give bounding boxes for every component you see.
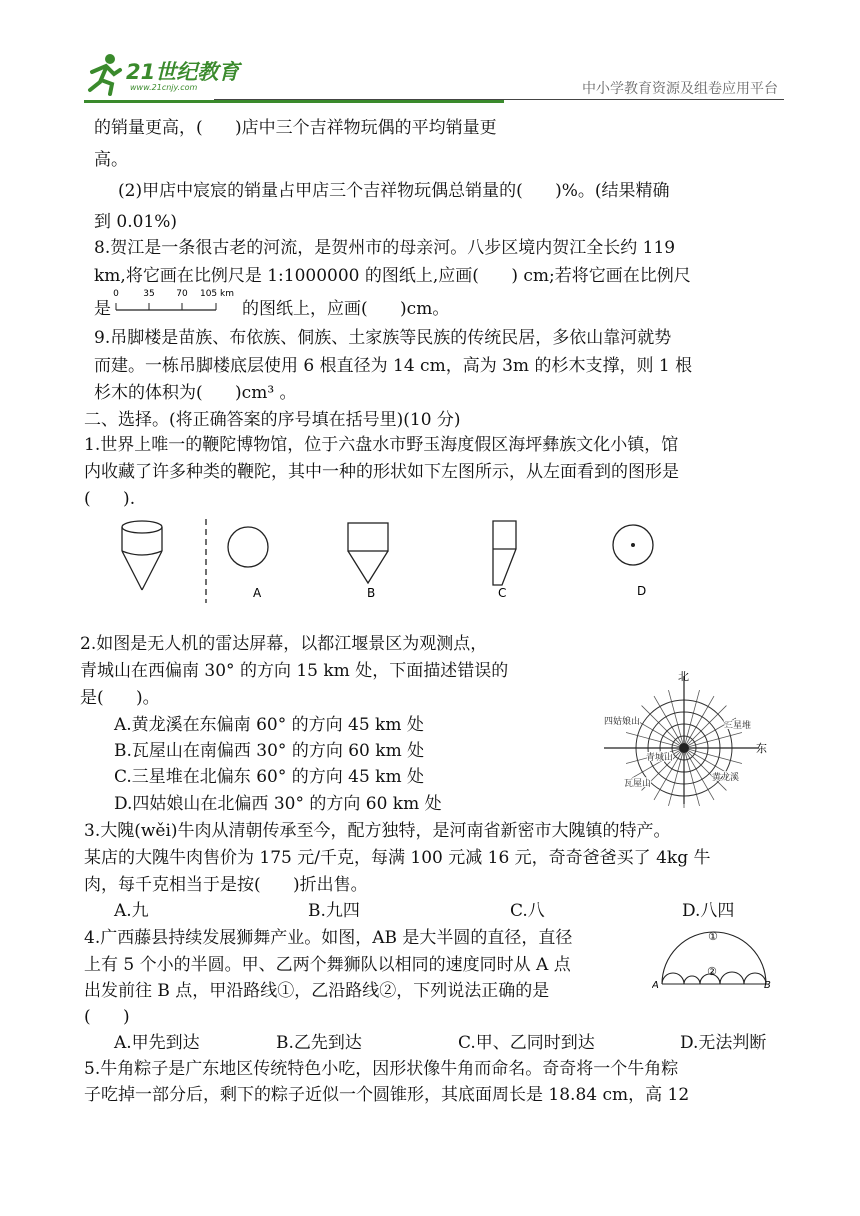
logo-text: 21世纪教育	[126, 60, 240, 84]
option-b: B.九四	[308, 901, 360, 921]
option-a: A.黄龙溪在东偏南 60° 的方向 45 km 处	[114, 715, 424, 735]
radar-label: 瓦屋山	[624, 779, 652, 789]
option-d: D.四姑娘山在北偏西 30° 的方向 60 km 处	[114, 794, 442, 814]
option-label: D	[637, 584, 647, 598]
text-line: 杉木的体积为( )cm³ 。	[94, 383, 297, 403]
radar-label: 青城山	[646, 753, 674, 763]
option-c: C.三星堆在北偏东 60° 的方向 45 km 处	[114, 767, 425, 787]
option-b: B.乙先到达	[276, 1033, 362, 1053]
question-9: 9.吊脚楼是苗族、布依族、侗族、土家族等民族的传统民居，多依山靠河就势	[94, 328, 672, 348]
option-c: C.甲、乙同时到达	[458, 1033, 595, 1053]
top-shape	[122, 521, 162, 590]
north-label: 北	[678, 670, 689, 683]
section-heading: 二、选择。(将正确答案的序号填在括号里)(10 分)	[84, 410, 461, 430]
point-b-label: B	[764, 980, 771, 991]
option-label: A	[253, 586, 262, 600]
semicircle-figure	[652, 926, 772, 996]
text-line: 内收藏了许多种类的鞭陀，其中一种的形状如下左图所示，从左面看到的图形是	[84, 462, 679, 482]
text-line: 而建。一栋吊脚楼底层使用 6 根直径为 14 cm，高为 3m 的杉木支撑，则 1 根	[94, 356, 693, 376]
question-4: 4.广西藤县持续发展狮舞产业。如图，AB 是大半圆的直径，直径	[84, 928, 573, 948]
page-header	[84, 52, 784, 102]
q1-figure	[110, 515, 690, 605]
option-d: D.八四	[682, 901, 735, 921]
question-3: 3.大隗(wěi)牛肉从清朝传承至今，配方独特，是河南省新密市大隗镇的特产。	[84, 821, 671, 841]
radar-label: 三星堆	[724, 721, 752, 731]
text-line: 的销量更高，( )店中三个吉祥物玩偶的平均销量更	[94, 118, 497, 138]
platform-title: 中小学教育资源及组卷应用平台	[582, 81, 778, 97]
text-line: 到 0.01%)	[94, 212, 178, 232]
option-d: D.无法判断	[680, 1033, 767, 1053]
option-a: A.甲先到达	[114, 1033, 200, 1053]
text-line: 高。	[94, 150, 128, 170]
logo-runner-icon	[84, 52, 124, 98]
logo-url: www.21cnjy.com	[130, 83, 198, 92]
scale-label: 105 km	[199, 289, 235, 299]
text-line: (2)甲店中宸宸的销量占甲店三个吉祥物玩偶总销量的( )%。(结果精确	[118, 181, 670, 201]
scale-bar	[112, 286, 242, 320]
text-line: 出发前往 B 点，甲沿路线①，乙沿路线②，下列说法正确的是	[84, 981, 550, 1001]
scale-label: 35	[143, 289, 155, 299]
option-b: B.瓦屋山在南偏西 30° 的方向 60 km 处	[114, 741, 425, 761]
text-line: ( )	[84, 1007, 130, 1027]
text-line: 子吃掉一部分后，剩下的粽子近似一个圆锥形，其底面周长是 18.84 cm，高 12	[84, 1085, 690, 1105]
question-1: 1.世界上唯一的鞭陀博物馆，位于六盘水市野玉海度假区海坪彝族文化小镇，馆	[84, 435, 679, 455]
option-a: A.九	[114, 901, 149, 921]
radar-label: 四姑娘山	[604, 717, 641, 727]
radar-label: 黄龙溪	[712, 773, 740, 783]
header-accent-rule	[84, 100, 504, 103]
question-5: 5.牛角粽子是广东地区传统特色小吃，因形状像牛角而命名。奇奇将一个牛角粽	[84, 1059, 679, 1079]
text-line: 是	[94, 299, 111, 319]
radar-figure	[596, 668, 776, 808]
text-line: 青城山在西偏南 30° 的方向 15 km 处，下面描述错误的	[80, 661, 509, 681]
option-c: C.八	[510, 901, 545, 921]
route-2-label: ②	[707, 965, 717, 978]
text-line: km,将它画在比例尺是 1:1000000 的图纸上,应画( ) cm;若将它画在比例尺	[94, 266, 691, 286]
question-2: 2.如图是无人机的雷达屏幕，以都江堰景区为观测点，	[80, 634, 488, 654]
option-label: B	[367, 586, 376, 600]
text-line: 的图纸上，应画( )cm。	[242, 299, 450, 319]
route-1-label: ①	[708, 930, 718, 943]
scale-label: 70	[176, 289, 188, 299]
east-label: 东	[756, 742, 767, 755]
question-8: 8.贺江是一条很古老的河流，是贺州市的母亲河。八步区境内贺江全长约 119	[94, 238, 676, 258]
text-line: 是( )。	[80, 688, 160, 708]
text-line: 肉，每千克相当于是按( )折出售。	[84, 875, 368, 895]
text-line: ( ).	[84, 489, 136, 509]
option-label: C	[498, 586, 507, 600]
text-line: 上有 5 个小的半圆。甲、乙两个舞狮队以相同的速度同时从 A 点	[84, 955, 571, 975]
point-a-label: A	[652, 980, 659, 991]
scale-label: 0	[113, 289, 119, 299]
text-line: 某店的大隗牛肉售价为 175 元/千克，每满 100 元减 16 元，奇奇爸爸买了 4kg 牛	[84, 848, 711, 868]
